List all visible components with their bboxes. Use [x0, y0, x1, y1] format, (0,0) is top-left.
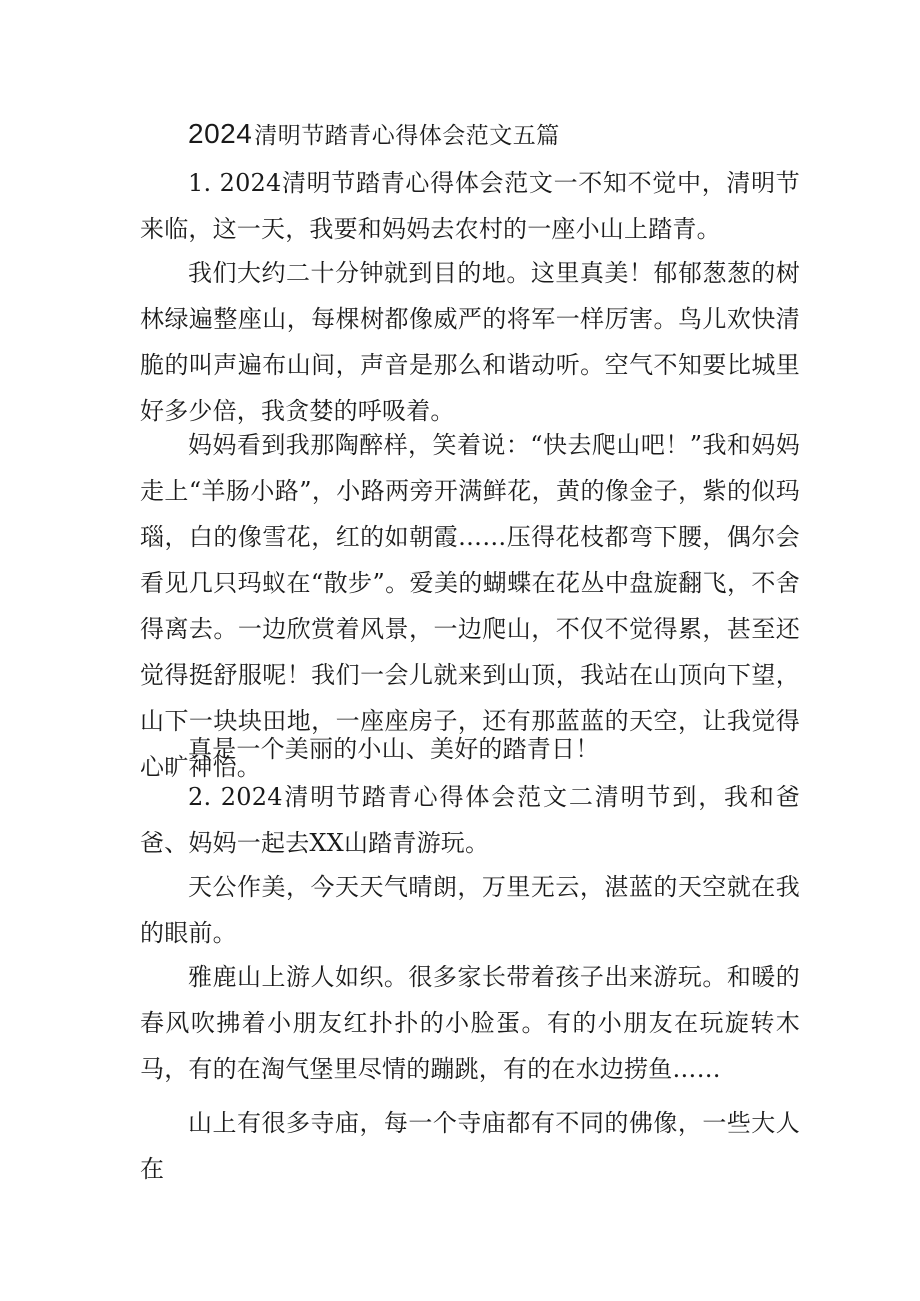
- paragraph-1: 1. 2024清明节踏青心得体会范文一不知不觉中，清明节来临，这一天，我要和妈妈去农村的一座小山上踏青。: [140, 169, 800, 243]
- document-title: [188, 116, 560, 154]
- paragraph-3: 妈妈看到我那陶醉样，笑着说：“快去爬山吧！”我和妈妈走上“羊肠小路”，小路两旁开满鲜花，黄的像金子，紫的似玛瑙，白的像雪花，红的如朝霞……压得花枝都弯下腰，偶尔会看见几只玛蚁在“散步”。爱美的蝴蝶在花丛中盘旋翻飞，不舍得离去。一边欣赏着风景，一边爬山，不仅不觉得累，甚至还觉得挺舒服呢！我们一会儿就来到山顶，我站在山顶向下望，山下一块块田地，一座座房子，还有那蓝蓝的天空，让我觉得心旷神怡。: [140, 431, 800, 781]
- paragraph-8: 山上有很多寺庙，每一个寺庙都有不同的佛像，一些大人在: [140, 1109, 800, 1183]
- title-text: 清明节踏青心得体会范文五篇: [254, 123, 560, 149]
- paragraph-2: 我们大约二十分钟就到目的地。这里真美！郁郁葱葱的树林绿遍整座山，每棵树都像威严的将军一样厉害。鸟儿欢快清脆的叫声遍布山间，声音是那么和谐动听。空气不知要比城里好多少倍，我贪婪的呼吸着。: [140, 259, 800, 425]
- paragraph-7: 雅鹿山上游人如织。很多家长带着孩子出来游玩。和暖的春风吹拂着小朋友红扑扑的小脸蛋。有的小朋友在玩旋转木马，有的在淘气堡里尽情的蹦跳，有的在水边捞鱼……: [140, 963, 800, 1083]
- paragraph-4: 真是一个美丽的小山、美好的踏青日！: [188, 735, 600, 763]
- paragraph-6: 天公作美，今天天气晴朗，万里无云，湛蓝的天空就在我的眼前。: [140, 873, 800, 947]
- title-year: 2024: [188, 118, 253, 149]
- paragraph-5: 2. 2024清明节踏青心得体会范文二清明节到，我和爸爸、妈妈一起去XX山踏青游玩。: [140, 783, 800, 857]
